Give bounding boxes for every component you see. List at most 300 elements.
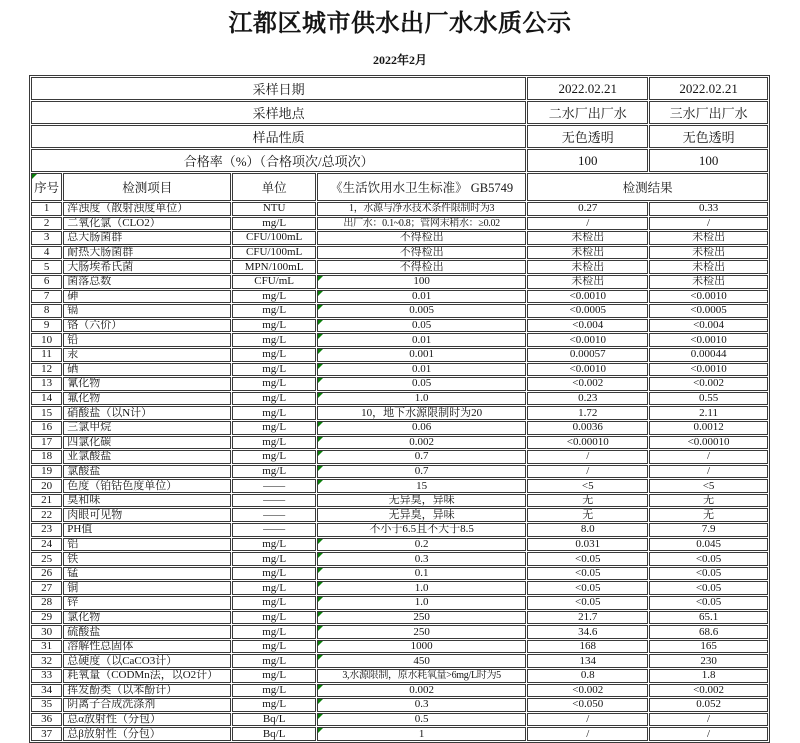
summary-value-plant3: 100 <box>649 149 768 172</box>
item-unit: mg/L <box>232 567 316 581</box>
item-unit: mg/L <box>232 581 316 595</box>
cell-corner-flag <box>318 451 323 456</box>
item-name: 汞 <box>63 348 231 362</box>
standard-limit: 0.001 <box>317 348 526 362</box>
cell-corner-flag <box>318 582 323 587</box>
item-name: 锌 <box>63 596 231 610</box>
item-name: 铁 <box>63 552 231 566</box>
cell-corner-flag <box>318 320 323 325</box>
standard-limit: 1 <box>317 727 526 741</box>
item-name: 总β放射性（分包） <box>63 727 231 741</box>
result-plant2: 21.7 <box>527 611 648 625</box>
item-unit: mg/L <box>232 290 316 304</box>
result-plant3: 0.00044 <box>649 348 768 362</box>
item-name: 浑浊度（散射浊度单位） <box>63 202 231 216</box>
item-name: 三氯甲烷 <box>63 421 231 435</box>
page-title: 江都区城市供水出厂水水质公示 <box>228 10 572 37</box>
table-row <box>31 596 768 610</box>
item-unit: mg/L <box>232 304 316 318</box>
water-quality-table <box>29 75 770 743</box>
result-plant2: 无 <box>527 494 648 508</box>
item-name: 挥发酚类（以苯酚计） <box>63 684 231 698</box>
table-row <box>31 684 768 698</box>
item-unit: —— <box>232 479 316 493</box>
cell-corner-flag <box>318 466 323 471</box>
row-number: 35 <box>31 698 62 712</box>
col-header-standard: 《生活饮用水卫生标准》 GB5749 <box>317 173 526 201</box>
result-plant3: <0.05 <box>649 596 768 610</box>
row-number: 29 <box>31 611 62 625</box>
row-number: 12 <box>31 363 62 377</box>
table-row <box>31 611 768 625</box>
result-plant2: 134 <box>527 654 648 668</box>
result-plant3: <5 <box>649 479 768 493</box>
cell-corner-flag <box>318 728 323 733</box>
result-plant3: <0.00010 <box>649 436 768 450</box>
result-plant3: 未检出 <box>649 260 768 274</box>
cell-corner-flag <box>318 539 323 544</box>
column-header-row <box>31 173 768 201</box>
row-number: 15 <box>31 406 62 420</box>
item-unit: CFU/100mL <box>232 231 316 245</box>
item-unit: mg/L <box>232 684 316 698</box>
cell-corner-flag <box>318 378 323 383</box>
result-plant2: / <box>527 465 648 479</box>
item-name: 铝 <box>63 538 231 552</box>
item-unit: CFU/mL <box>232 275 316 289</box>
row-number: 32 <box>31 654 62 668</box>
item-name: 总α放射性（分包） <box>63 713 231 727</box>
standard-limit: 0.5 <box>317 713 526 727</box>
item-name: 氯化物 <box>63 611 231 625</box>
item-unit: mg/L <box>232 333 316 347</box>
result-plant3: <0.002 <box>649 684 768 698</box>
cell-corner-flag <box>318 334 323 339</box>
item-unit: mg/L <box>232 596 316 610</box>
table-row <box>31 669 768 683</box>
result-plant2: 无 <box>527 508 648 522</box>
row-number: 2 <box>31 217 62 231</box>
table-row <box>31 319 768 333</box>
standard-limit: 0.002 <box>317 436 526 450</box>
table-row <box>31 479 768 493</box>
item-unit: mg/L <box>232 640 316 654</box>
report-month: 2022年2月 <box>372 53 427 67</box>
item-unit: mg/L <box>232 363 316 377</box>
table-row <box>31 465 768 479</box>
summary-label: 合格率（%）（合格项次/总项次） <box>31 149 526 172</box>
item-name: 氟化物 <box>63 392 231 406</box>
item-unit: CFU/100mL <box>232 246 316 260</box>
col-header-item: 检测项目 <box>63 173 231 201</box>
item-unit: mg/L <box>232 436 316 450</box>
table-row <box>31 654 768 668</box>
item-name: 总硬度（以CaCO3计） <box>63 654 231 668</box>
item-unit: NTU <box>232 202 316 216</box>
item-unit: —— <box>232 523 316 537</box>
result-plant2: <0.00010 <box>527 436 648 450</box>
cell-corner-flag <box>318 291 323 296</box>
summary-row-sampling-site <box>31 101 768 124</box>
item-unit: mg/L <box>232 348 316 362</box>
item-unit: mg/L <box>232 392 316 406</box>
result-plant3: <0.002 <box>649 377 768 391</box>
result-plant2: <0.004 <box>527 319 648 333</box>
result-plant2: / <box>527 450 648 464</box>
standard-limit: 0.01 <box>317 333 526 347</box>
item-unit: MPN/100mL <box>232 260 316 274</box>
standard-limit: 无异臭，异味 <box>317 508 526 522</box>
item-unit: mg/L <box>232 654 316 668</box>
table-row <box>31 333 768 347</box>
result-plant2: / <box>527 727 648 741</box>
result-plant2: 未检出 <box>527 275 648 289</box>
item-unit: —— <box>232 494 316 508</box>
item-unit: mg/L <box>232 465 316 479</box>
standard-limit: 0.3 <box>317 552 526 566</box>
standard-limit: 不得检出 <box>317 231 526 245</box>
result-plant3: 0.045 <box>649 538 768 552</box>
results-tbody <box>31 202 768 741</box>
standard-limit: 1000 <box>317 640 526 654</box>
table-row <box>31 625 768 639</box>
cell-corner-flag <box>318 612 323 617</box>
result-plant3: 未检出 <box>649 231 768 245</box>
row-number: 21 <box>31 494 62 508</box>
row-number: 18 <box>31 450 62 464</box>
summary-value-plant3: 三水厂出厂水 <box>649 101 768 124</box>
item-name: 氯酸盐 <box>63 465 231 479</box>
result-plant2: <0.0005 <box>527 304 648 318</box>
row-number: 14 <box>31 392 62 406</box>
cell-corner-flag <box>318 655 323 660</box>
cell-corner-flag <box>318 553 323 558</box>
result-plant2: <0.0010 <box>527 333 648 347</box>
result-plant2: <0.05 <box>527 596 648 610</box>
standard-limit: 不得检出 <box>317 246 526 260</box>
row-number: 27 <box>31 581 62 595</box>
row-number: 37 <box>31 727 62 741</box>
standard-limit: 100 <box>317 275 526 289</box>
item-unit: mg/L <box>232 669 316 683</box>
item-unit: mg/L <box>232 698 316 712</box>
item-unit: mg/L <box>232 625 316 639</box>
standard-limit: 1.0 <box>317 392 526 406</box>
item-name: 砷 <box>63 290 231 304</box>
item-name: 耗氧量（CODMn法，以O2计） <box>63 669 231 683</box>
result-plant2: 34.6 <box>527 625 648 639</box>
result-plant3: 无 <box>649 494 768 508</box>
row-number: 16 <box>31 421 62 435</box>
row-number: 1 <box>31 202 62 216</box>
item-name: 大肠埃希氏菌 <box>63 260 231 274</box>
table-row <box>31 406 768 420</box>
cell-corner-flag <box>318 641 323 646</box>
result-plant3: / <box>649 713 768 727</box>
row-number: 23 <box>31 523 62 537</box>
table-row <box>31 392 768 406</box>
standard-limit: 0.7 <box>317 465 526 479</box>
table-row <box>31 275 768 289</box>
result-plant3: <0.0010 <box>649 290 768 304</box>
result-plant2: <0.05 <box>527 552 648 566</box>
standard-limit: 出厂水：0.1~0.8；管网末稍水：≥0.02 <box>317 217 526 231</box>
col-header-no: 序号 <box>31 173 62 201</box>
item-unit: Bq/L <box>232 713 316 727</box>
item-name: 总大肠菌群 <box>63 231 231 245</box>
row-number: 9 <box>31 319 62 333</box>
table-row <box>31 304 768 318</box>
table-row <box>31 508 768 522</box>
cell-corner-flag <box>318 597 323 602</box>
row-number: 30 <box>31 625 62 639</box>
summary-row-pass-rate <box>31 149 768 172</box>
item-unit: mg/L <box>232 406 316 420</box>
item-name: 硒 <box>63 363 231 377</box>
item-unit: mg/L <box>232 319 316 333</box>
cell-corner-flag <box>318 626 323 631</box>
result-plant2: <0.002 <box>527 684 648 698</box>
item-name: 亚氯酸盐 <box>63 450 231 464</box>
table-row <box>31 421 768 435</box>
row-number: 8 <box>31 304 62 318</box>
result-plant3: <0.0005 <box>649 304 768 318</box>
row-number: 10 <box>31 333 62 347</box>
table-row <box>31 217 768 231</box>
standard-limit: 250 <box>317 611 526 625</box>
result-plant2: 0.00057 <box>527 348 648 362</box>
table-row <box>31 202 768 216</box>
result-plant3: / <box>649 465 768 479</box>
row-number: 25 <box>31 552 62 566</box>
table-row <box>31 698 768 712</box>
summary-value-plant2: 二水厂出厂水 <box>527 101 648 124</box>
summary-label: 样品性质 <box>31 125 526 148</box>
item-name: 菌落总数 <box>63 275 231 289</box>
summary-value-plant2: 2022.02.21 <box>527 77 648 100</box>
cell-corner-flag <box>318 305 323 310</box>
item-name: 镉 <box>63 304 231 318</box>
result-plant2: <0.05 <box>527 567 648 581</box>
standard-limit: 1，水源与净水技术条件限制时为3 <box>317 202 526 216</box>
standard-limit: 1.0 <box>317 596 526 610</box>
table-row <box>31 494 768 508</box>
summary-value-plant2: 无色透明 <box>527 125 648 148</box>
cell-corner-flag <box>318 685 323 690</box>
result-plant3: <0.05 <box>649 581 768 595</box>
row-number: 13 <box>31 377 62 391</box>
row-number: 5 <box>31 260 62 274</box>
row-number: 22 <box>31 508 62 522</box>
cell-corner-flag <box>318 393 323 398</box>
result-plant3: 68.6 <box>649 625 768 639</box>
row-number: 33 <box>31 669 62 683</box>
row-number: 34 <box>31 684 62 698</box>
col-header-unit: 单位 <box>232 173 316 201</box>
item-unit: mg/L <box>232 450 316 464</box>
result-plant3: 230 <box>649 654 768 668</box>
result-plant3: <0.0010 <box>649 363 768 377</box>
item-name: 臭和味 <box>63 494 231 508</box>
standard-limit: 0.1 <box>317 567 526 581</box>
item-unit: mg/L <box>232 217 316 231</box>
table-row <box>31 246 768 260</box>
cell-corner-flag <box>318 422 323 427</box>
result-plant2: <0.05 <box>527 581 648 595</box>
result-plant2: / <box>527 713 648 727</box>
standard-limit: 不得检出 <box>317 260 526 274</box>
item-name: 氰化物 <box>63 377 231 391</box>
standard-limit: 无异臭，异味 <box>317 494 526 508</box>
table-row <box>31 640 768 654</box>
item-name: 二氧化氯（CLO2） <box>63 217 231 231</box>
result-plant2: 1.72 <box>527 406 648 420</box>
item-name: 硫酸盐 <box>63 625 231 639</box>
standard-limit: 10，地下水源限制时为20 <box>317 406 526 420</box>
item-name: 硝酸盐（以N计） <box>63 406 231 420</box>
item-name: 肉眼可见物 <box>63 508 231 522</box>
result-plant2: 0.23 <box>527 392 648 406</box>
result-plant2: 未检出 <box>527 246 648 260</box>
standard-limit: 0.002 <box>317 684 526 698</box>
item-unit: mg/L <box>232 538 316 552</box>
row-number: 24 <box>31 538 62 552</box>
cell-corner-flag <box>318 699 323 704</box>
item-name: 铅 <box>63 333 231 347</box>
item-name: 色度（铂钴色度单位） <box>63 479 231 493</box>
cell-corner-flag <box>32 174 37 179</box>
table-row <box>31 567 768 581</box>
summary-value-plant3: 无色透明 <box>649 125 768 148</box>
row-number: 6 <box>31 275 62 289</box>
result-plant3: <0.0010 <box>649 333 768 347</box>
cell-corner-flag <box>318 276 323 281</box>
result-plant3: 未检出 <box>649 246 768 260</box>
result-plant2: <0.0010 <box>527 363 648 377</box>
table-row <box>31 290 768 304</box>
standard-limit: 0.7 <box>317 450 526 464</box>
result-plant3: <0.05 <box>649 552 768 566</box>
table-row <box>31 436 768 450</box>
item-name: 铬（六价） <box>63 319 231 333</box>
result-plant2: 未检出 <box>527 260 648 274</box>
result-plant3: 165 <box>649 640 768 654</box>
cell-corner-flag <box>318 480 323 485</box>
summary-row-sampling-date <box>31 77 768 100</box>
standard-limit: 0.01 <box>317 290 526 304</box>
row-number: 3 <box>31 231 62 245</box>
cell-corner-flag <box>318 349 323 354</box>
standard-limit: 250 <box>317 625 526 639</box>
standard-limit: 0.01 <box>317 363 526 377</box>
summary-label: 采样地点 <box>31 101 526 124</box>
result-plant2: <5 <box>527 479 648 493</box>
standard-limit: 450 <box>317 654 526 668</box>
row-number: 36 <box>31 713 62 727</box>
standard-limit: 0.05 <box>317 377 526 391</box>
result-plant3: / <box>649 727 768 741</box>
result-plant3: 7.9 <box>649 523 768 537</box>
result-plant2: <0.050 <box>527 698 648 712</box>
result-plant3: / <box>649 450 768 464</box>
result-plant2: 168 <box>527 640 648 654</box>
item-name: PH值 <box>63 523 231 537</box>
standard-limit: 1.0 <box>317 581 526 595</box>
item-unit: mg/L <box>232 552 316 566</box>
row-number: 31 <box>31 640 62 654</box>
row-number: 7 <box>31 290 62 304</box>
item-name: 阴离子合成洗涤剂 <box>63 698 231 712</box>
result-plant3: 0.052 <box>649 698 768 712</box>
table-row <box>31 450 768 464</box>
item-name: 溶解性总固体 <box>63 640 231 654</box>
result-plant2: 0.27 <box>527 202 648 216</box>
result-plant3: 无 <box>649 508 768 522</box>
col-header-result: 检测结果 <box>527 173 768 201</box>
item-name: 锰 <box>63 567 231 581</box>
item-unit: —— <box>232 508 316 522</box>
summary-value-plant3: 2022.02.21 <box>649 77 768 100</box>
row-number: 28 <box>31 596 62 610</box>
result-plant3: 2.11 <box>649 406 768 420</box>
item-name: 铜 <box>63 581 231 595</box>
table-row <box>31 363 768 377</box>
row-number: 26 <box>31 567 62 581</box>
result-plant2: 0.031 <box>527 538 648 552</box>
result-plant3: 0.0012 <box>649 421 768 435</box>
item-unit: Bq/L <box>232 727 316 741</box>
result-plant3: 未检出 <box>649 275 768 289</box>
item-name: 耐热大肠菌群 <box>63 246 231 260</box>
result-plant3: 0.55 <box>649 392 768 406</box>
standard-limit: 15 <box>317 479 526 493</box>
summary-row-sample-nature <box>31 125 768 148</box>
row-number: 20 <box>31 479 62 493</box>
result-plant2: 8.0 <box>527 523 648 537</box>
cell-corner-flag <box>318 437 323 442</box>
result-plant2: <0.0010 <box>527 290 648 304</box>
result-plant2: 0.0036 <box>527 421 648 435</box>
standard-limit: 0.06 <box>317 421 526 435</box>
result-plant3: <0.05 <box>649 567 768 581</box>
standard-limit: 3,水源限制，原水耗氧量>6mg/L时为5 <box>317 669 526 683</box>
table-row <box>31 348 768 362</box>
table-row <box>31 231 768 245</box>
row-number: 17 <box>31 436 62 450</box>
table-row <box>31 260 768 274</box>
item-unit: mg/L <box>232 421 316 435</box>
cell-corner-flag <box>318 568 323 573</box>
table-row <box>31 377 768 391</box>
cell-corner-flag <box>318 364 323 369</box>
result-plant2: <0.002 <box>527 377 648 391</box>
result-plant2: 0.8 <box>527 669 648 683</box>
standard-limit: 0.3 <box>317 698 526 712</box>
result-plant3: <0.004 <box>649 319 768 333</box>
item-unit: mg/L <box>232 377 316 391</box>
table-row <box>31 581 768 595</box>
row-number: 19 <box>31 465 62 479</box>
table-row <box>31 727 768 741</box>
standard-limit: 0.005 <box>317 304 526 318</box>
result-plant3: 1.8 <box>649 669 768 683</box>
table-row <box>31 523 768 537</box>
result-plant3: 65.1 <box>649 611 768 625</box>
result-plant2: / <box>527 217 648 231</box>
summary-value-plant2: 100 <box>527 149 648 172</box>
table-row <box>31 538 768 552</box>
result-plant3: / <box>649 217 768 231</box>
